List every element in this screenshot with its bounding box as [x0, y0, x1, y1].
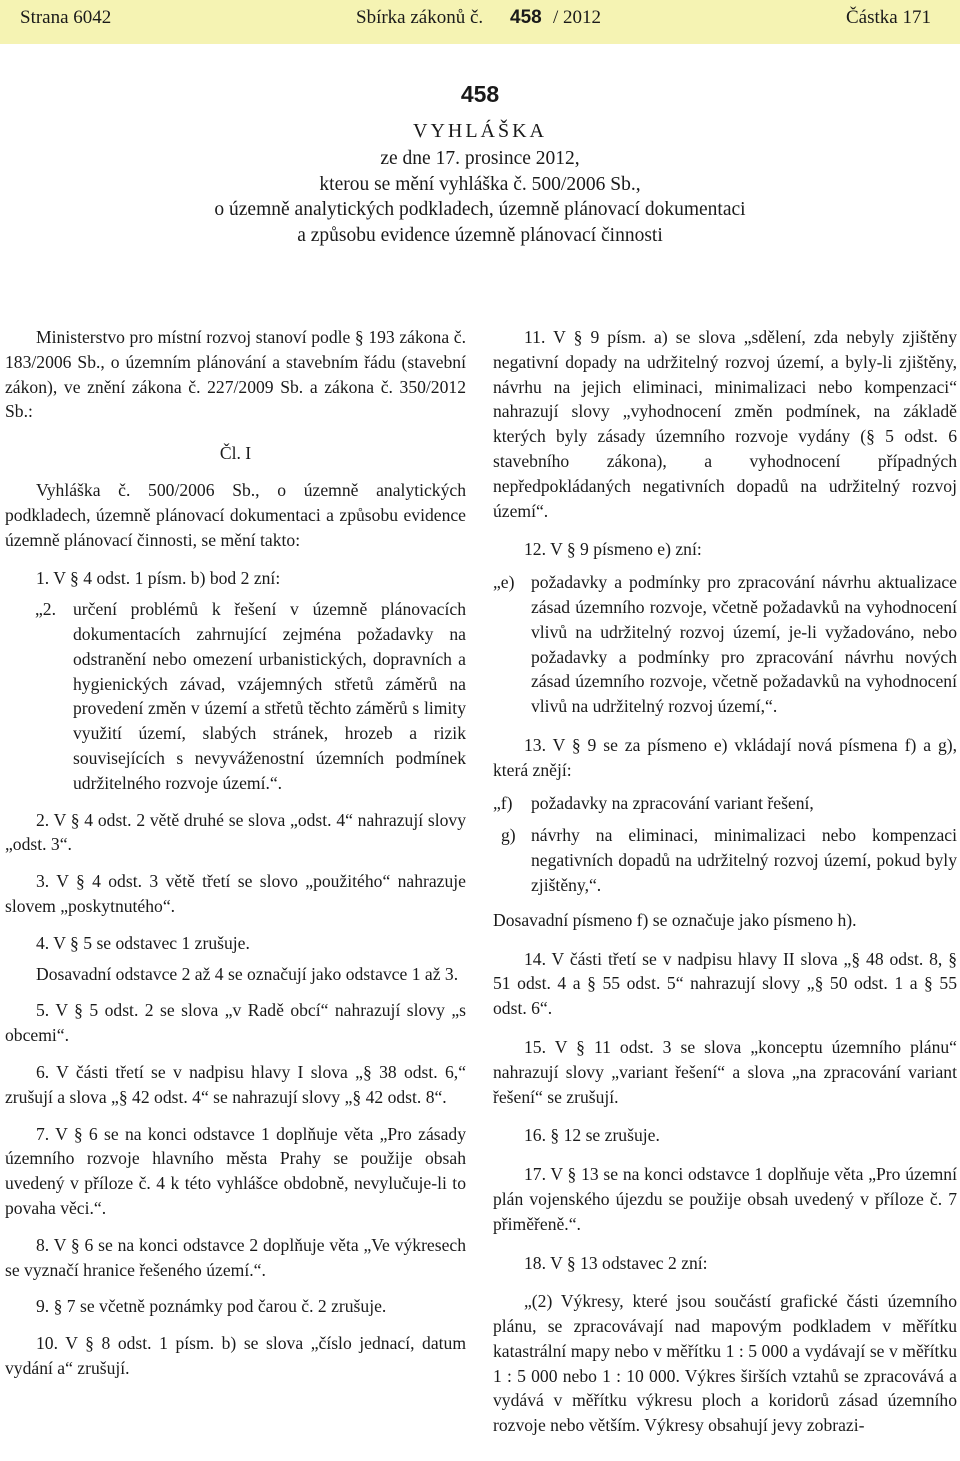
title-line: ze dne 17. prosince 2012, [380, 148, 580, 169]
amendment-item: 8. V § 6 se na konci odstavce 2 doplňuje věta „Ve výkresech se vyznačí hranice řešeného území.“. [5, 1234, 466, 1280]
point-label: „2. [35, 599, 57, 620]
amendment-item: 3. V § 4 odst. 3 větě třetí se slovo „použitého“ nahrazuje slovem „poskytnutého“. [5, 871, 466, 916]
collection-number: 458 [510, 7, 542, 28]
amendment-item: 5. V § 5 odst. 2 se slova „v Radě obcí“ nahrazují slovy „s obcemi“. [5, 1000, 466, 1046]
amendment-item: 13. V § 9 se za písmeno e) vkládají nová písmena f) a g), která znějí: [493, 734, 957, 780]
decree-number: 458 [460, 81, 500, 107]
quoted-point [5, 597, 466, 795]
amendment-item: 7. V § 6 se na konci odstavce 1 doplňuje věta „Pro zásady územního rozvoje hlavního města Prahy se použije obsah uvedený v příloze č. 4 k této vyhlášce obdobně, nevylučuje-li to povaha věci.“. [5, 1123, 466, 1218]
issue-number: Částka 171 [846, 7, 931, 28]
title-line: o územně analytických podkladech, územně plánovací dokumentaci [214, 199, 746, 221]
title-line: kterou se mění vyhláška č. 500/2006 Sb., [319, 173, 641, 195]
amendment-note: Dosavadní odstavce 2 až 4 se označují jako odstavce 1 až 3. [36, 963, 459, 984]
point-text: požadavky a podmínky pro zpracování návrhu aktualizace zásad územního rozvoje, včetně požadavků na vyhodnocení vlivů na udržitelný rozvoj území, je-li vyžadováno, nebo požadavky a podmínky pro zpracování návrhu nových zásad územního rozvoje, včetně požadavků na vyhodnocení vlivů na udržitelný rozvoj území,“. [531, 572, 957, 717]
amendment-item: 4. V § 5 se odstavec 1 zrušuje. [36, 932, 250, 953]
collection-year: / 2012 [553, 7, 602, 28]
amendment-item: 15. V § 11 odst. 3 se slova „konceptu územního plánu“ nahrazují slovy „variant řešení“ a slova „na zpracování variant řešení“ se zrušují. [493, 1036, 957, 1107]
point-label: g) [501, 825, 516, 846]
left-column [5, 325, 466, 1381]
lead-paragraph: Vyhláška č. 500/2006 Sb., o územně analytických podkladech, územně plánovací dokumentaci a způsobu evidence územně plánovací činnosti, se mění takto: [5, 479, 466, 550]
right-column [493, 325, 957, 1438]
decree-kind: VYHLÁŠKA [413, 120, 547, 142]
point-text: požadavky na zpracování variant řešení, [531, 792, 814, 813]
amendment-item: 11. V § 9 písm. a) se slova „sdělení, zda nebyly zjištěny negativní dopady na udržitelný rozvoj území, a byly-li zjištěny, návrhu na jejich eliminaci, minimalizaci nebo kompenzaci“ nahrazují slovy „vyhodnocení změn podmínek, na základě kterých byly zásady územního rozvoje vydány (§ 5 odst. 6 stavebního zákona), a vyhodnocení případných nepředpokládaných negativních dopadů na udržitelný rozvoj území“. [493, 327, 957, 521]
title-line: a způsobu evidence územně plánovací činnosti [297, 224, 663, 246]
amendment-item: 18. V § 13 odstavec 2 zní: [524, 1252, 708, 1273]
quoted-point [493, 791, 957, 816]
amendment-item: 1. V § 4 odst. 1 písm. b) bod 2 zní: [36, 568, 281, 589]
amendment-item: 16. § 12 se zrušuje. [524, 1125, 660, 1146]
preamble: Ministerstvo pro místní rozvoj stanoví podle § 193 zákona č. 183/2006 Sb., o územním plánování a stavebním řádu (stavební zákon), ve znění zákona č. 227/2009 Sb. a zákona č. 350/2012 Sb.: [5, 327, 466, 422]
page-number: Strana 6042 [20, 7, 112, 28]
amendment-item: 17. V § 13 se na konci odstavce 1 doplňuje věta „Pro územní plán vojenského újezdu se použije obsah uvedený v příloze č. 7 přiměřeně.“. [493, 1164, 957, 1234]
point-label: „e) [493, 572, 515, 593]
quoted-point [493, 570, 957, 719]
quoted-paragraph: „(2) Výkresy, které jsou součástí grafické části územního plánu, se zpracovávají nad mapovým podkladem v měřítku katastrální mapy nebo v měřítku 1 : 5 000 a vydávají se v měřítku 1 : 5 000 nebo 1 : 10 000. Výkres širších vztahů se zpracovává a vydává v měřítku výkresu ploch a koridorů zásad územního rozvoje nebo větším. Výkresy obsahují jevy zobrazi- [493, 1291, 957, 1436]
point-text: návrhy na eliminaci, minimalizaci nebo kompenzaci negativních dopadů na udržitelný rozvoj území, pokud byly zjištěny,“. [531, 825, 957, 895]
amendment-item: 6. V části třetí se v nadpisu hlavy I slova „§ 38 odst. 6,“ zrušují a slova „§ 42 odst. 4“ se nahrazují slovy „§ 42 odst. 8“. [5, 1061, 466, 1107]
point-label: „f) [493, 792, 513, 813]
amendment-item: 12. V § 9 písmeno e) zní: [524, 539, 702, 560]
point-text: určení problémů k řešení v územně plánovacích dokumentacích zahrnující zejména požadavky na odstranění nebo omezení urbanistických, dopravních a hygienických závad, vzájemných střetů záměrů na provedení změn v území a střetů těchto záměrů s limity využití území, slabých stránek, hrozeb a rizik souvisejících s nevyváženostní územních podmínek udržitelného rozvoje území.“. [73, 599, 466, 793]
title-block [0, 76, 960, 248]
quoted-point [493, 823, 957, 897]
article-heading: Čl. I [219, 443, 252, 464]
amendment-note: Dosavadní písmeno f) se označuje jako písmeno h). [493, 909, 857, 930]
amendment-item: 2. V § 4 odst. 2 větě druhé se slova „odst. 4“ nahrazují slovy „odst. 3“. [5, 809, 466, 855]
amendment-item: 10. V § 8 odst. 1 písm. b) se slova „číslo jednací, datum vydání a“ zrušují. [5, 1333, 466, 1378]
running-header [0, 0, 960, 44]
amendment-item: 14. V části třetí se v nadpisu hlavy II slova „§ 48 odst. 8, § 51 odst. 4 a § 55 odst. 5“ nahrazují slovy „§ 50 odst. 1 a § 55 odst. 6“. [493, 948, 957, 1019]
amendment-item: 9. § 7 se včetně poznámky pod čarou č. 2 zrušuje. [36, 1296, 387, 1317]
collection-title: Sbírka zákonů č. [356, 7, 484, 28]
